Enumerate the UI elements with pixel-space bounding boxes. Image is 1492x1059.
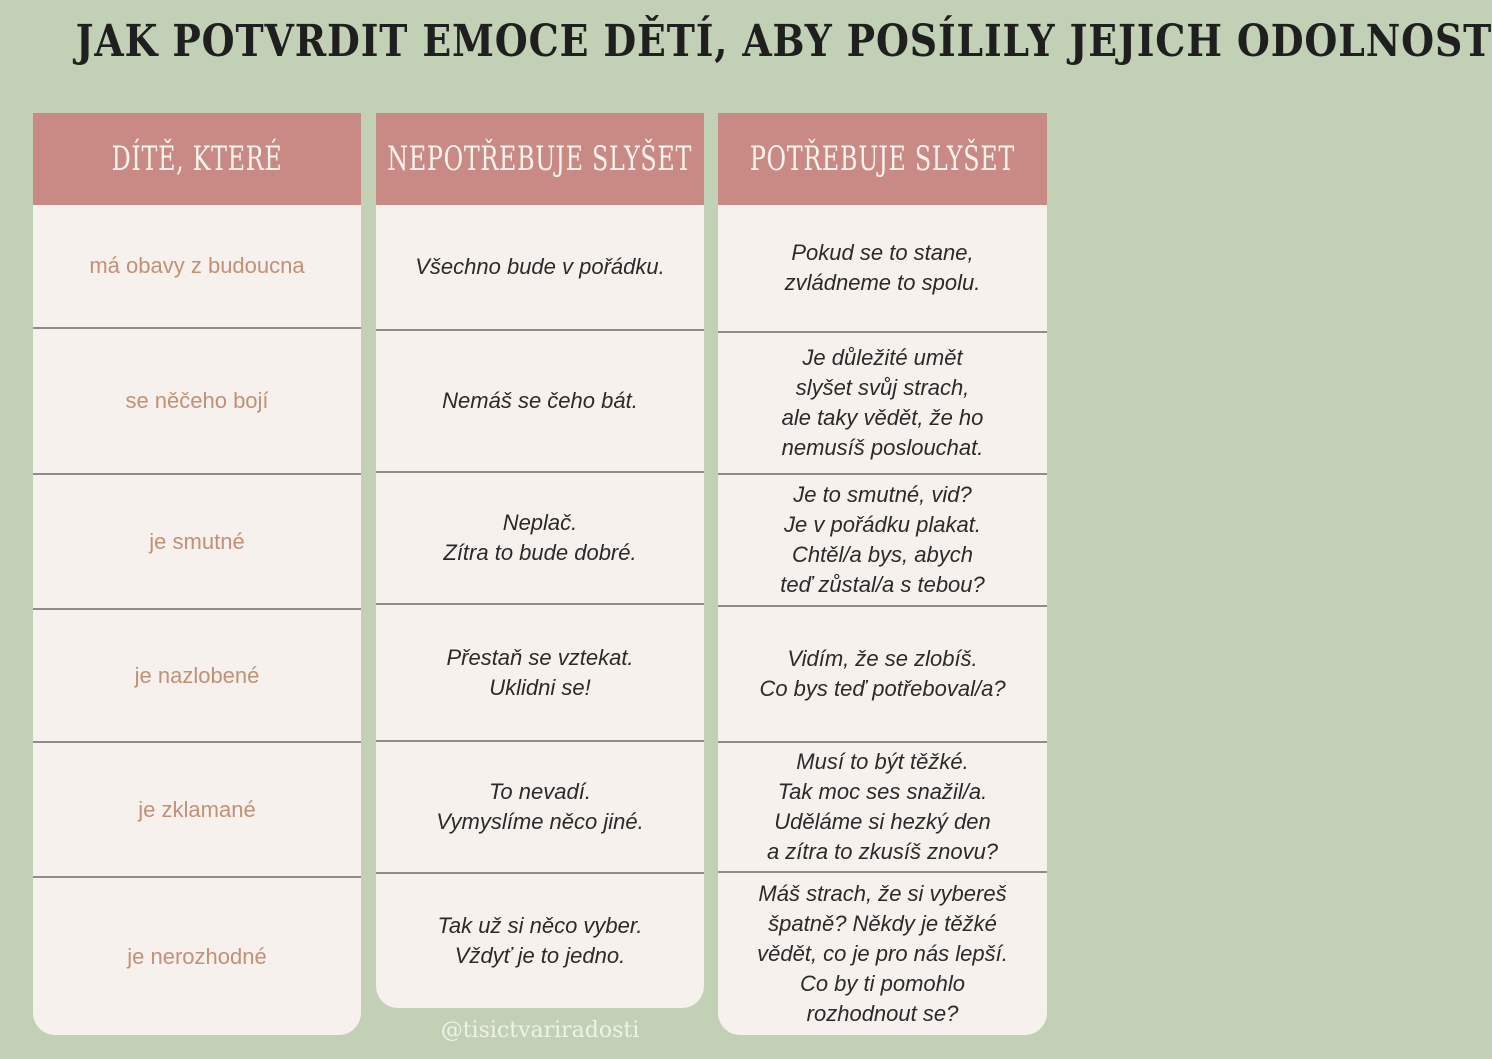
column-should-not-hear [376,113,704,1008]
table-cell: Vidím, že se zlobíš. Co bys teď potřeboval/a? [718,605,1047,741]
table-cell: se něčeho bojí [33,327,361,473]
table-cell: je zklamané [33,741,361,876]
table-cell: má obavy z budoucna [89,253,305,278]
column-header: DÍTĚ, KTERÉ [33,113,361,205]
column-header: NEPOTŘEBUJE SLYŠET [376,113,704,205]
table-cell: Tak už si něco vyber. Vždyť je to jedno. [376,872,704,1008]
table-cell: Musí to být těžké. Tak moc ses snažil/a. Uděláme si hezký den a zítra to zkusíš znovu? [718,741,1047,871]
column-header: POTŘEBUJE SLYŠET [718,113,1047,205]
table-cell: Pokud se to stane, zvládneme to spolu. [784,240,981,295]
table-cell: To nevadí. Vymyslíme něco jiné. [376,740,704,872]
table-cell: Je to smutné, vid? Je v pořádku plakat. Chtěl/a bys, abych teď zůstal/a s tebou? [718,473,1047,605]
column-child [33,113,361,1035]
table-cell: je nazlobené [33,608,361,741]
author-handle: @tisictvariradosti [440,1018,640,1043]
table-cell: Nemáš se čeho bát. [376,329,704,471]
table-cell: Je důležité umět slyšet svůj strach, ale taky vědět, že ho nemusíš poslouchat. [718,331,1047,473]
table-cell: Všechno bude v pořádku. [415,254,665,279]
table-cell: Neplač. Zítra to bude dobré. [376,471,704,603]
table-cell: je nerozhodné [33,876,361,1035]
page-title: JAK POTVRDIT EMOCE DĚTÍ, ABY POSÍLILY JEJICH ODOLNOST [75,16,1492,67]
table-cell: Přestaň se vztekat. Uklidni se! [376,603,704,740]
table-cell: je smutné [33,473,361,608]
column-needs-to-hear [718,113,1047,1035]
table-cell: Máš strach, že si vybereš špatně? Někdy je těžké vědět, co je pro nás lepší. Co by ti pomohlo rozhodnout se? [718,871,1047,1035]
